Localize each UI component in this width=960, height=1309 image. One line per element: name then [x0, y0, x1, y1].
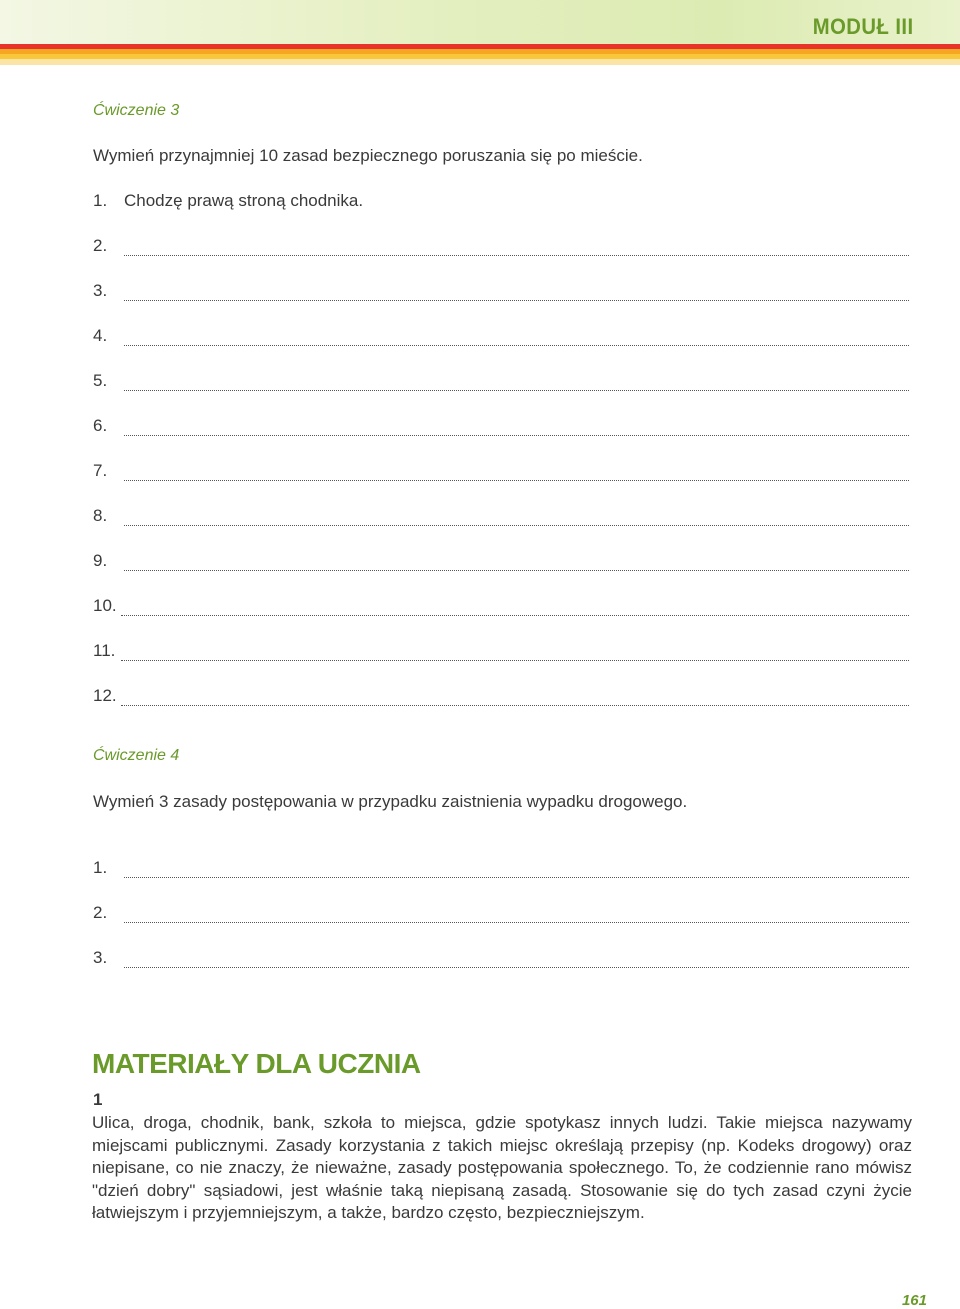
exercise3-item-2[interactable]: [93, 236, 909, 258]
answer-line[interactable]: [121, 660, 909, 661]
module-label: MODUŁ III: [813, 14, 914, 39]
item-number: 2.: [93, 903, 108, 922]
item-number: 12.: [93, 686, 117, 705]
exercise3-item-5[interactable]: [93, 371, 909, 393]
item-number: 5.: [93, 371, 108, 390]
answer-line[interactable]: [124, 877, 909, 878]
materials-paragraph: Ulica, droga, chodnik, bank, szkoła to miejsca, gdzie spotykasz innych ludzi. Takie miejsca nazywamy miejscami publicznymi. Zasady korzystania z takich miejsc określają przepisy (np. Kodeks drogowy) oraz niepisane, co nie znaczy, że nieważne, zasady postępowania społecznego. To, że codziennie rano mówisz "dzień dobry" sąsiadowi, jest właśnie taką niepisaną zasadą. Stosowanie się do tych zasad czyni życie łatwiejszym i przyjemniejszym, a także, bardzo często, bezpieczniejszym.: [92, 1113, 912, 1222]
exercise3-instruction: Wymień przynajmniej 10 zasad bezpiecznego poruszania się po mieście.: [93, 146, 643, 165]
answer-line[interactable]: [121, 615, 909, 616]
item-number: 10.: [93, 596, 117, 615]
item-number: 7.: [93, 461, 108, 480]
exercise3-item-12[interactable]: [93, 686, 909, 708]
item-number: 3.: [93, 948, 108, 967]
header-stripe-light: [0, 59, 960, 65]
answer-line[interactable]: [124, 435, 909, 436]
item-number: 11.: [93, 641, 116, 660]
item-number: 1.: [93, 191, 108, 210]
answer-line[interactable]: [124, 570, 909, 571]
exercise3-item-11[interactable]: [93, 641, 909, 663]
answer-line[interactable]: [124, 967, 909, 968]
exercise3-item-1: [93, 191, 909, 213]
item-number: 2.: [93, 236, 108, 255]
answer-line[interactable]: [124, 390, 909, 391]
item-number: 9.: [93, 551, 108, 570]
item-number: 4.: [93, 326, 108, 345]
exercise4-item-2[interactable]: [93, 903, 909, 925]
exercise4-heading: Ćwiczenie 4: [93, 747, 180, 764]
exercise3-heading: Ćwiczenie 3: [93, 102, 180, 119]
answer-line[interactable]: [124, 480, 909, 481]
section-number: 1: [93, 1090, 103, 1109]
exercise3-item-7[interactable]: [93, 461, 909, 483]
answer-line[interactable]: [124, 300, 909, 301]
item-number: 6.: [93, 416, 108, 435]
exercise3-item-10[interactable]: [93, 596, 909, 618]
answer-line[interactable]: [124, 525, 909, 526]
item-answer: Chodzę prawą stroną chodnika.: [124, 191, 364, 210]
exercise3-item-4[interactable]: [93, 326, 909, 348]
page-number: 161: [901, 1292, 927, 1309]
exercise4-instruction: Wymień 3 zasady postępowania w przypadku zaistnienia wypadku drogowego.: [93, 792, 688, 811]
materials-title: MATERIAŁY DLA UCZNIA: [92, 1048, 421, 1079]
answer-line[interactable]: [124, 255, 909, 256]
item-number: 1.: [93, 858, 108, 877]
exercise3-item-8[interactable]: [93, 506, 909, 528]
exercise4-item-3[interactable]: [93, 948, 909, 970]
answer-line[interactable]: [124, 345, 909, 346]
exercise3-item-9[interactable]: [93, 551, 909, 573]
exercise3-item-3[interactable]: [93, 281, 909, 303]
item-number: 8.: [93, 506, 108, 525]
exercise3-item-6[interactable]: [93, 416, 909, 438]
answer-line[interactable]: [121, 705, 909, 706]
answer-line[interactable]: [124, 922, 909, 923]
item-number: 3.: [93, 281, 108, 300]
exercise4-item-1[interactable]: [93, 858, 909, 880]
